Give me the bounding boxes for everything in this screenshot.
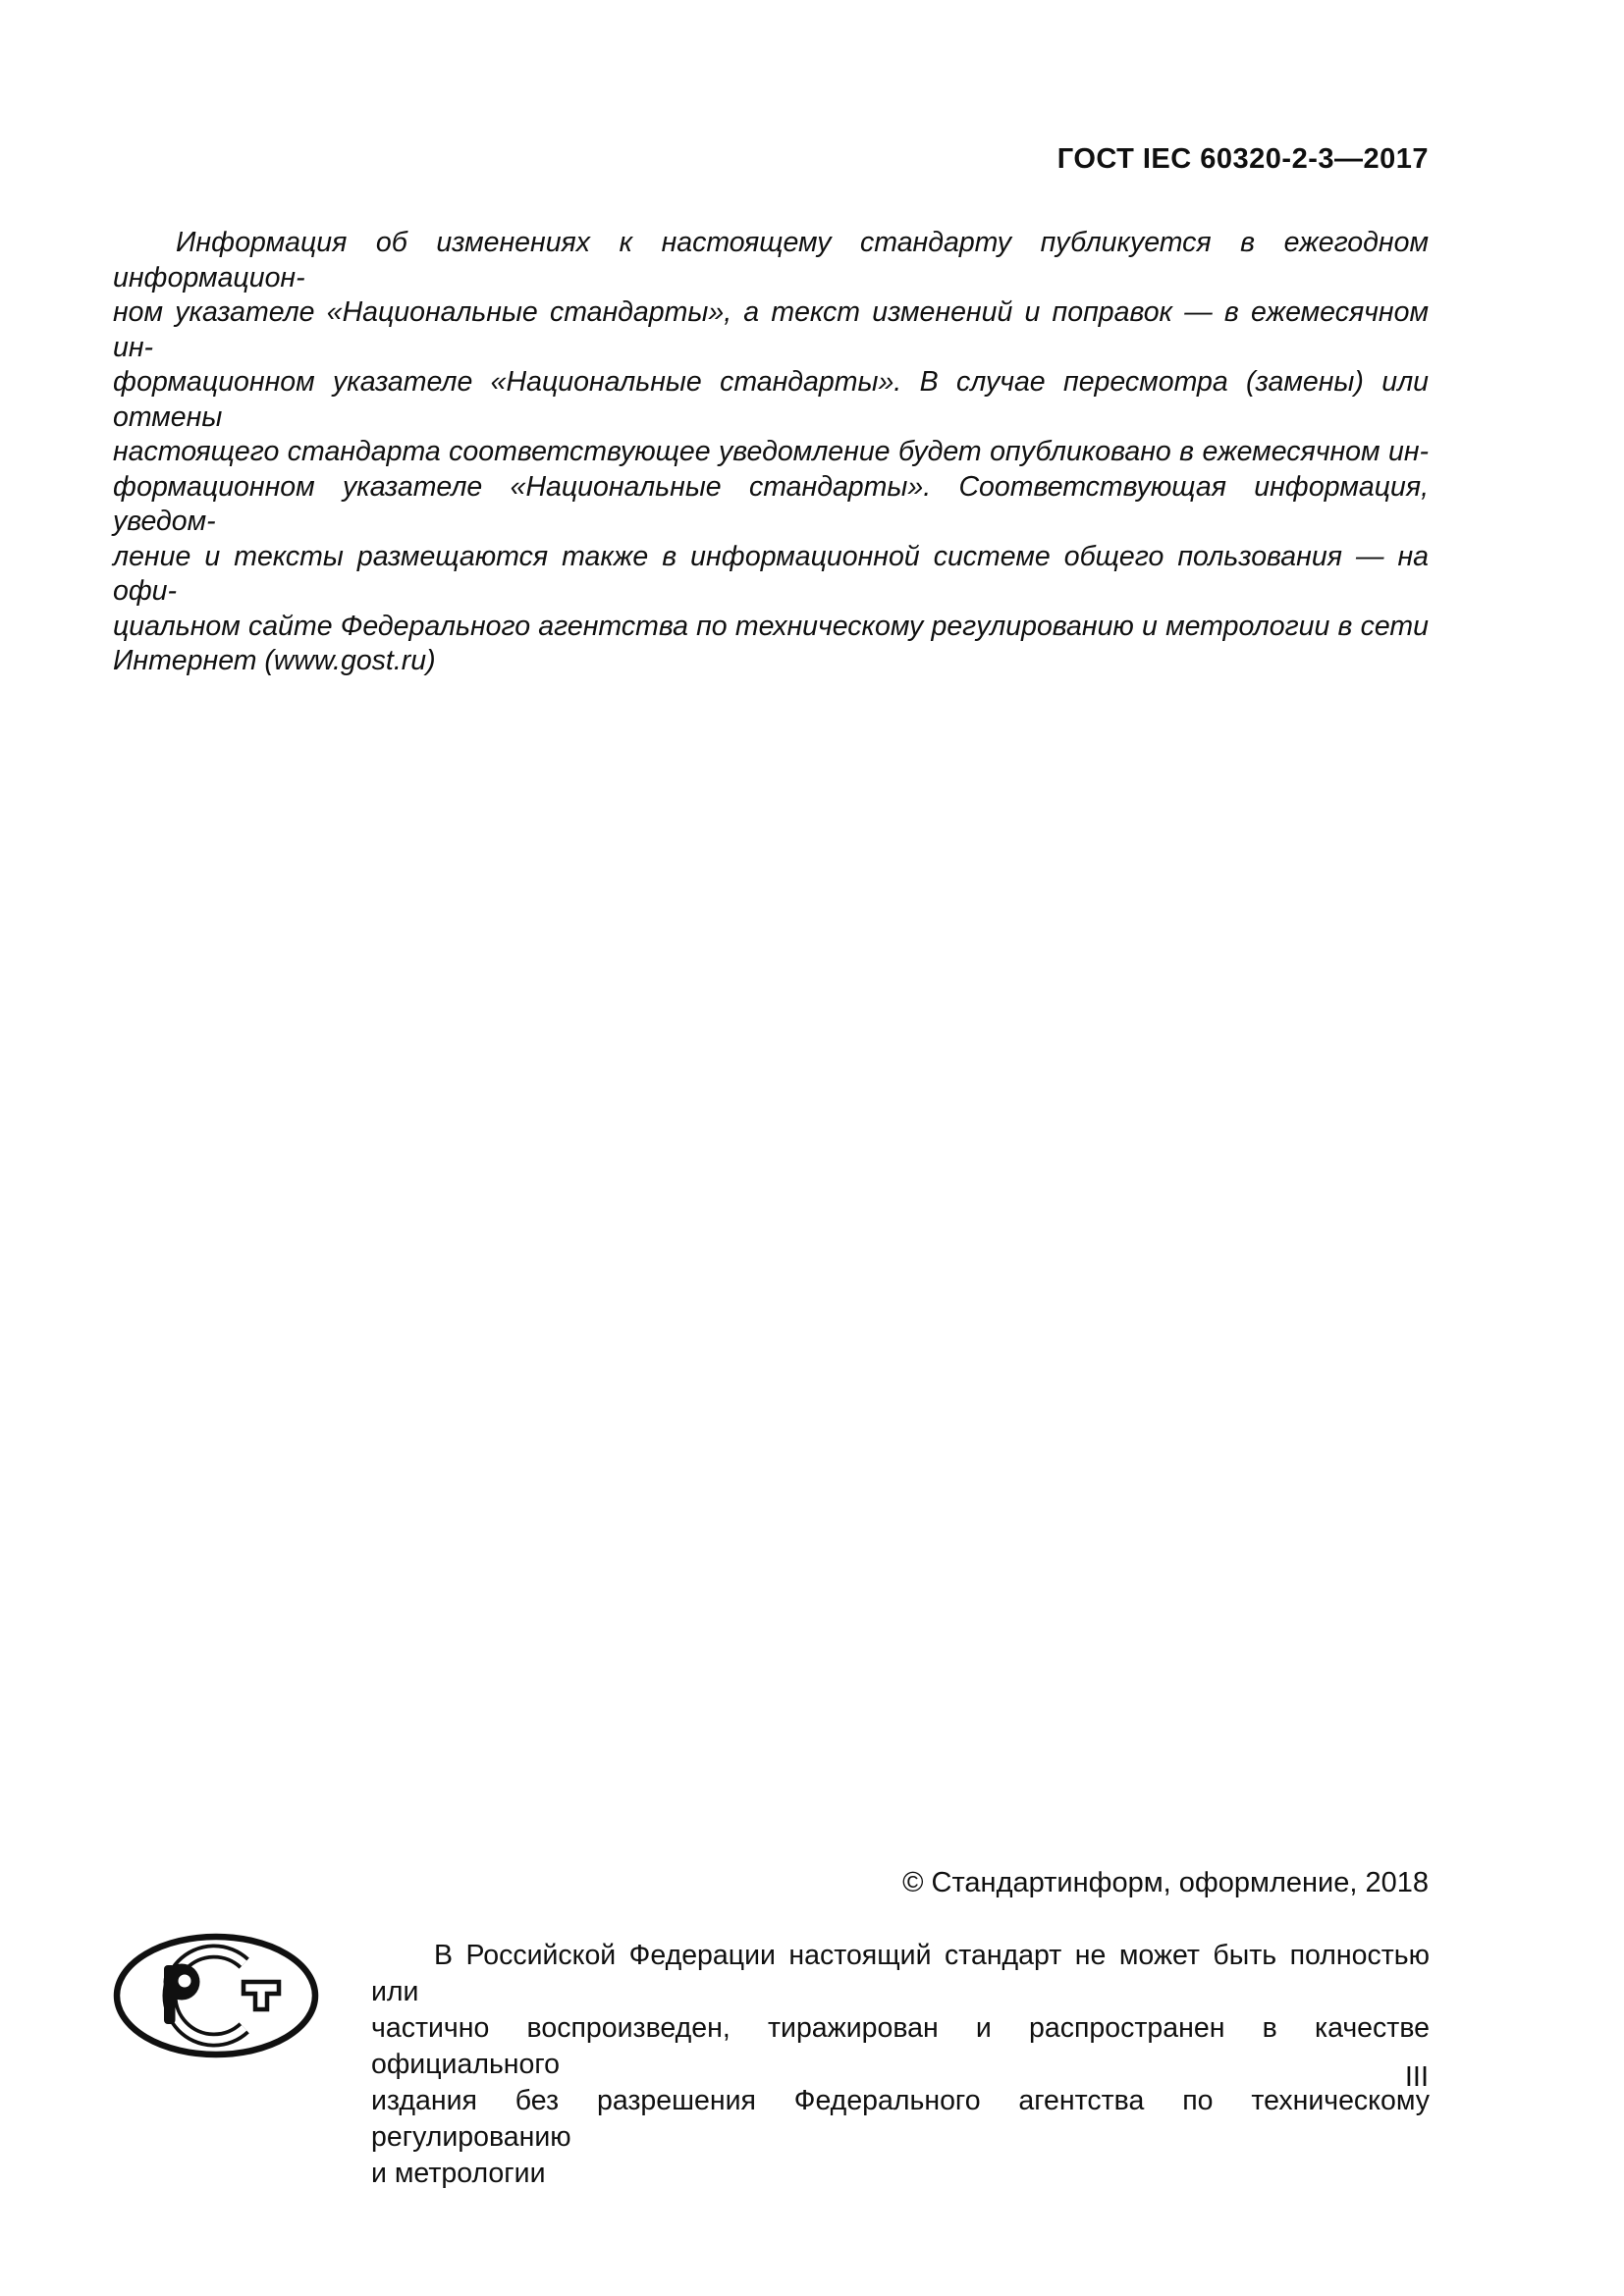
page-number: III [1404,2061,1429,2093]
restriction-line: В Российской Федерации настоящий стандарт не может быть полностью или [371,1940,1430,2007]
notice-line: ление и тексты размещаются также в информационной системе общего пользования — на офи- [113,540,1429,607]
notice-line: Интернет (www.gost.ru) [113,645,436,676]
restriction-line: частично воспроизведен, тиражирован и распространен в качестве официального [371,2012,1430,2080]
notice-line: ном указателе «Национальные стандарты», а текст изменений и поправок — в ежемесячном ин- [113,296,1429,363]
copyright-line: © Стандартинформ, оформление, 2018 [902,1867,1429,1898]
notice-line: формационном указателе «Национальные стандарты». Соответствующая информация, уведом- [113,470,1429,537]
restriction-line: издания без разрешения Федерального агентства по техническому регулированию [371,2085,1430,2153]
logo-letter-t-flag [244,1982,279,2009]
notice-paragraph [113,226,1429,679]
running-header-standard-number: ГОСТ IEC 60320-2-3—2017 [1056,143,1429,175]
restriction-paragraph [371,1938,1430,2192]
logo-letter-p-stem [164,1965,176,2024]
notice-line: Информация об изменениях к настоящему стандарту публикуется в ежегодном информацион- [113,227,1429,294]
logo-letter-p-hole [179,1975,191,1988]
restriction-line: и метрологии [371,2158,546,2189]
notice-line: настоящего стандарта соответствующее уведомление будет опубликовано в ежемесячном ин- [113,436,1429,467]
notice-line: формационном указателе «Национальные стандарты». В случае пересмотра (замены) или отмены [113,366,1429,433]
notice-line: циальном сайте Федерального агентства по техническому регулированию и метрологии в сети [113,610,1429,642]
rosstandart-rst-logo-icon [112,1933,320,2060]
